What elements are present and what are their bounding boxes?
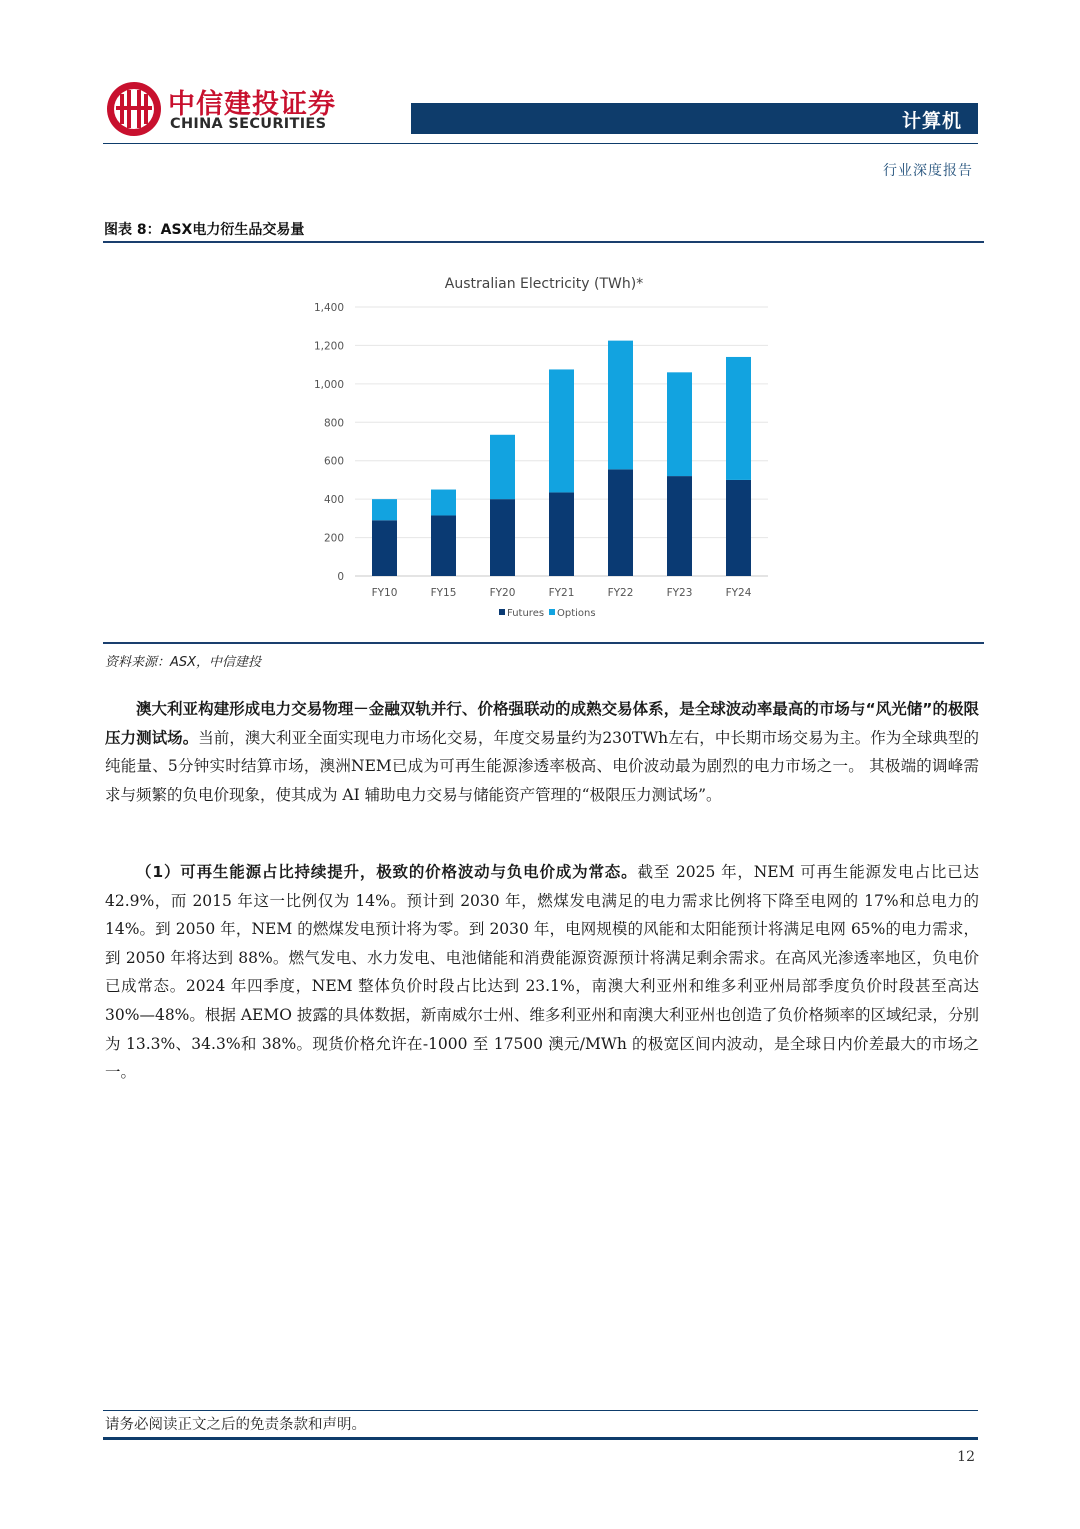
bar-options-fy15	[431, 490, 456, 516]
bar-futures-fy21	[549, 492, 574, 576]
x-tick-label-fy23: FY23	[666, 587, 693, 599]
legend-label-futures: Futures	[507, 608, 545, 619]
x-tick-label-fy21: FY21	[548, 587, 575, 599]
bar-options-fy20	[490, 435, 515, 499]
x-tick-label-fy22: FY22	[607, 587, 634, 599]
x-tick-label-fy20: FY20	[489, 587, 516, 599]
logo-english-name: CHINA SECURITIES	[170, 116, 327, 132]
x-tick-label-fy24: FY24	[725, 587, 752, 599]
y-tick-label-1200: 1,200	[313, 340, 344, 353]
paragraph-2-lead: （1）可再生能源占比持续提升，极致的价格波动与负电价成为常态。	[136, 863, 638, 881]
report-type: 行业深度报告	[883, 163, 973, 179]
y-tick-label-1000: 1,000	[313, 378, 344, 391]
footer-thick-divider	[103, 1437, 978, 1440]
logo-chinese-name: 中信建投证券	[168, 89, 336, 120]
stacked-bar-chart	[300, 266, 780, 631]
bar-options-fy23	[667, 372, 692, 476]
paragraph-2	[105, 858, 979, 1087]
legend-label-options: Options	[557, 608, 596, 619]
chart-legend	[499, 608, 596, 619]
logo-emblem-icon	[106, 80, 162, 138]
legend-swatch-futures	[499, 609, 505, 615]
paragraph-1	[105, 695, 979, 809]
footer-divider	[103, 1410, 978, 1411]
chart-bars	[372, 341, 751, 576]
legend-swatch-options	[549, 609, 555, 615]
header-category-bar	[411, 103, 978, 134]
paragraph-1-text: 当前，澳大利亚全面实现电力市场化交易，年度交易量约为230TWh左右，中长期市场交易为主。作为全球典型的纯能量、5分钟实时结算市场，澳洲NEM已成为可再生能源渗透率极高、电价波动最为剧烈的电力市场之一。 其极端的调峰需求与频繁的负电价现象，使其成为 AI 辅助电力交易与储能资产管理的“极限压力测试场”。	[105, 728, 979, 804]
y-tick-label-0: 0	[337, 571, 344, 583]
figure-title: 图表 8：ASX电力衍生品交易量	[104, 222, 305, 238]
bar-options-fy21	[549, 369, 574, 492]
bar-futures-fy10	[372, 520, 397, 576]
bar-futures-fy23	[667, 476, 692, 576]
bar-options-fy10	[372, 499, 397, 520]
y-tick-label-200: 200	[323, 532, 344, 545]
x-tick-label-fy10: FY10	[371, 587, 398, 599]
bar-options-fy24	[726, 357, 751, 480]
x-axis-ticks	[372, 587, 752, 599]
x-tick-label-fy15: FY15	[430, 587, 457, 599]
bar-futures-fy15	[431, 515, 456, 576]
disclaimer-text: 请务必阅读正文之后的免责条款和声明。	[105, 1417, 366, 1433]
figure-source: 资料来源：ASX，中信建投	[105, 655, 262, 670]
company-logo	[106, 80, 346, 142]
paragraph-2-text: 截至 2025 年，NEM 可再生能源发电占比已达 42.9%，而 2015 年这一比例仅为 14%。预计到 2030 年，燃煤发电满足的电力需求比例将下降至电网的 17%和总电力的 14%。到 2050 年，NEM 的燃煤发电预计将为零。到 2030 年，电网规模的风能和太阳能预计将满足电网 65%的电力需求，到 2050 年将达到 88%。燃气发电、水力发电、电池储能和消费能源资源预计将满足剩余需求。在高风光渗透率地区，负电价已成常态。2024 年四季度，NEM 整体负价时段占比达到 23.1%，南澳大利亚州和维多利亚州局部季度负价时段甚至高达 30%—48%。根据 AEMO 披露的具体数据，新南威尔士州、维多利亚州和南澳大利亚州也创造了负价格频率的区域纪录，分别为 13.3%、34.3%和 38%。现货价格允许在-1000 至 17500 澳元/MWh 的极宽区间内波动，是全球日内价差最大的市场之一。	[105, 863, 979, 1082]
y-tick-label-800: 800	[323, 417, 344, 430]
y-tick-label-1400: 1,400	[313, 302, 344, 314]
page-number: 12	[957, 1449, 975, 1465]
header-divider	[103, 143, 978, 144]
chart-title: Australian Electricity (TWh)*	[444, 276, 644, 292]
y-tick-label-600: 600	[323, 455, 344, 468]
y-tick-label-400: 400	[323, 494, 344, 507]
paragraph-1-lead: 澳大利亚构建形成电力交易物理－金融双轨并行、价格强联动的成熟交易体系，是全球波动率最高的市场与“风光储”的极限压力测试场。	[105, 700, 979, 747]
figure-top-rule	[103, 241, 984, 243]
bar-options-fy22	[608, 341, 633, 470]
bar-futures-fy22	[608, 469, 633, 576]
bar-futures-fy20	[490, 499, 515, 576]
y-axis-ticks	[314, 302, 344, 583]
report-category: 计算机	[901, 110, 962, 132]
bar-futures-fy24	[726, 480, 751, 576]
figure-bottom-rule	[103, 642, 984, 644]
